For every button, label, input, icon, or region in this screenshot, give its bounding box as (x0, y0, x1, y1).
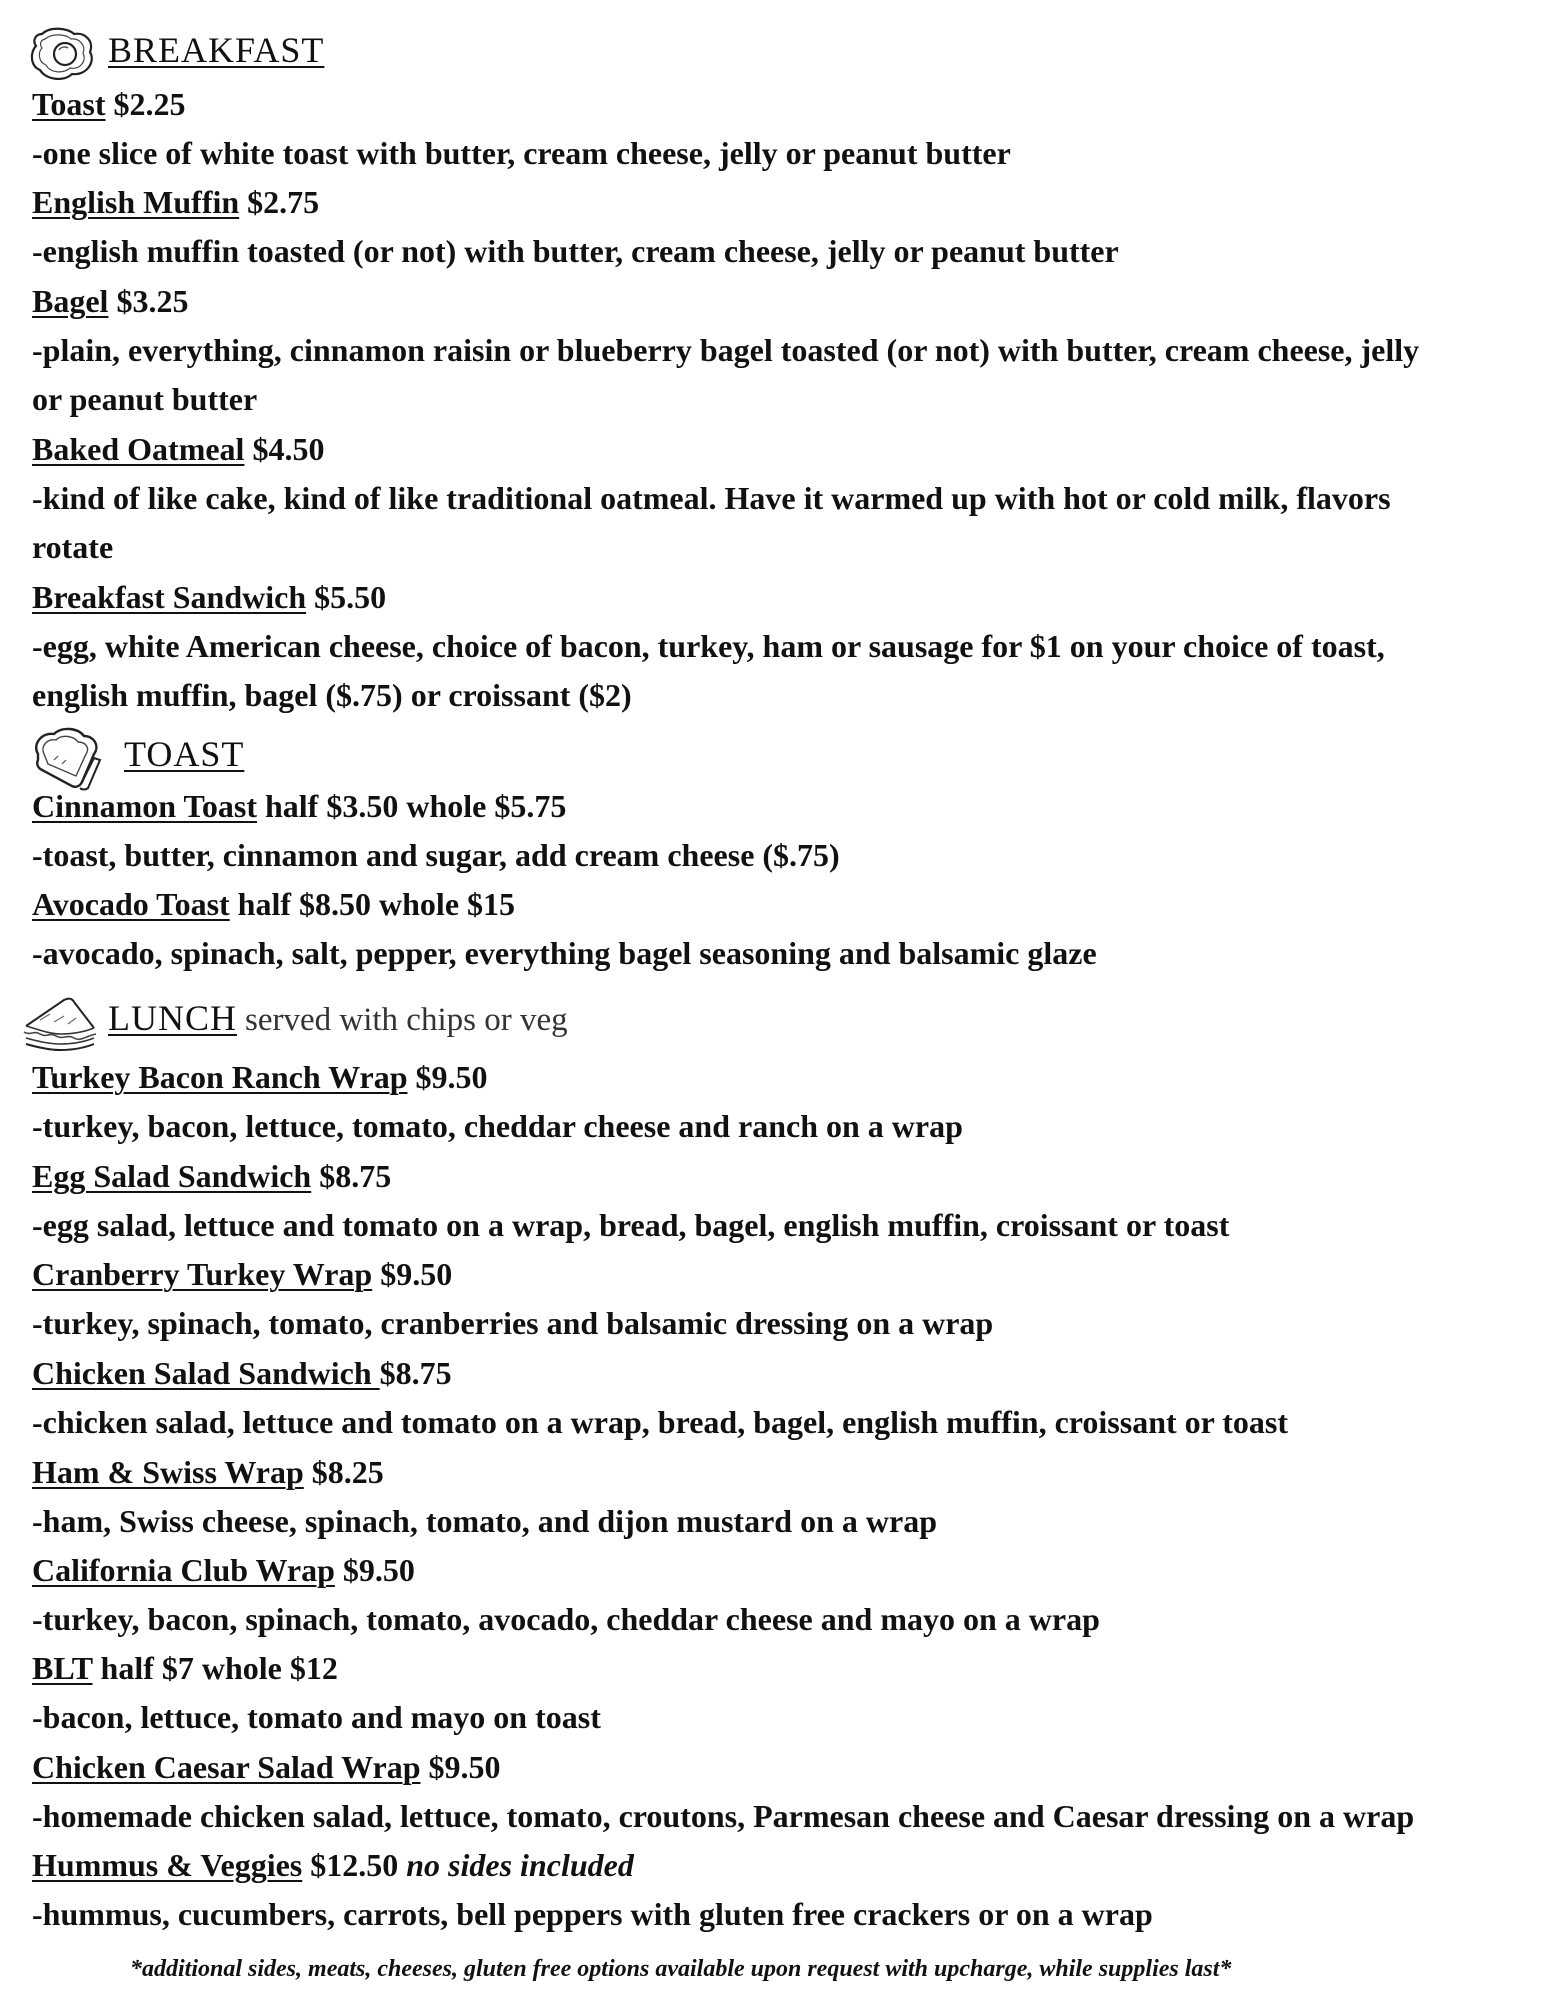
menu-item (32, 84, 186, 124)
item-price: $9.50 (380, 1256, 453, 1292)
item-price: half $7 whole $12 (100, 1650, 338, 1686)
item-price: half $8.50 whole $15 (237, 886, 516, 922)
item-description: -homemade chicken salad, lettuce, tomato, croutons, Parmesan cheese and Caesar dressing on a wrap (32, 1798, 1415, 1834)
menu-item (32, 1648, 338, 1688)
item-price: $8.75 (319, 1158, 392, 1194)
item-price: $2.25 (113, 86, 186, 122)
item-name: Breakfast Sandwich (32, 579, 307, 615)
item-name: Ham & Swiss Wrap (32, 1454, 304, 1490)
item-price: $8.75 (379, 1355, 452, 1391)
item-description: -ham, Swiss cheese, spinach, tomato, and dijon mustard on a wrap (32, 1503, 937, 1539)
menu-item (32, 429, 324, 469)
item-name: Hummus & Veggies (32, 1847, 303, 1883)
item-name: Egg Salad Sandwich (32, 1158, 312, 1194)
footnote: *additional sides, meats, cheeses, gluten free options available upon request with upcharge, while supplies last* (130, 1956, 1232, 1982)
item-price: $9.50 (415, 1059, 488, 1095)
toast-section-title: TOAST (124, 734, 245, 774)
item-name: Toast (32, 86, 106, 122)
menu-item (32, 577, 386, 617)
item-price: $9.50 (428, 1749, 501, 1785)
item-description: -english muffin toasted (or not) with butter, cream cheese, jelly or peanut butter (32, 233, 1119, 269)
menu-item (32, 1254, 452, 1294)
lunch-section-title: LUNCH (108, 998, 237, 1038)
item-name: Chicken Caesar Salad Wrap (32, 1749, 421, 1785)
menu-item (32, 1452, 384, 1492)
item-description: -toast, butter, cinnamon and sugar, add cream cheese ($.75) (32, 837, 840, 873)
item-note: no sides included (406, 1847, 634, 1883)
item-price: $12.50 (310, 1847, 399, 1883)
item-name: BLT (32, 1650, 93, 1686)
item-price: $5.50 (314, 579, 387, 615)
toast-slice-icon (28, 724, 108, 794)
item-name: Cinnamon Toast (32, 788, 257, 824)
item-description: -avocado, spinach, salt, pepper, everything bagel seasoning and balsamic glaze (32, 935, 1097, 971)
item-price: $9.50 (342, 1552, 415, 1588)
item-description: -egg salad, lettuce and tomato on a wrap, bread, bagel, english muffin, croissant or toast (32, 1207, 1230, 1243)
item-description: -bacon, lettuce, tomato and mayo on toast (32, 1699, 601, 1735)
item-description-cont: rotate (32, 529, 114, 565)
menu-item (32, 1156, 391, 1196)
item-name: Chicken Salad Sandwich (32, 1355, 380, 1391)
sandwich-icon (20, 992, 100, 1052)
item-description: -turkey, bacon, lettuce, tomato, cheddar cheese and ranch on a wrap (32, 1108, 963, 1144)
menu-item (32, 884, 515, 924)
item-name: California Club Wrap (32, 1552, 335, 1588)
item-description: -egg, white American cheese, choice of bacon, turkey, ham or sausage for $1 on your choice of toast, (32, 628, 1385, 664)
lunch-section-header (108, 998, 568, 1040)
item-price: $8.25 (311, 1454, 384, 1490)
item-name: Avocado Toast (32, 886, 230, 922)
item-name: Baked Oatmeal (32, 431, 245, 467)
item-name: English Muffin (32, 184, 240, 220)
item-description: -plain, everything, cinnamon raisin or blueberry bagel toasted (or not) with butter, cream cheese, jelly (32, 332, 1420, 368)
item-description: -turkey, bacon, spinach, tomato, avocado, cheddar cheese and mayo on a wrap (32, 1601, 1100, 1637)
item-description: -chicken salad, lettuce and tomato on a wrap, bread, bagel, english muffin, croissant or toast (32, 1404, 1289, 1440)
menu-item (32, 1057, 488, 1097)
menu-item (32, 1845, 634, 1885)
lunch-section-subtitle: served with chips or veg (245, 1002, 568, 1038)
item-name: Cranberry Turkey Wrap (32, 1256, 373, 1292)
breakfast-section-title: BREAKFAST (108, 30, 325, 70)
menu-item (32, 786, 566, 826)
item-name: Turkey Bacon Ranch Wrap (32, 1059, 408, 1095)
item-description: -hummus, cucumbers, carrots, bell peppers with gluten free crackers or on a wrap (32, 1896, 1153, 1932)
item-description-cont: or peanut butter (32, 381, 258, 417)
menu-item (32, 1747, 501, 1787)
item-description-cont: english muffin, bagel ($.75) or croissant ($2) (32, 677, 632, 713)
item-price: half $3.50 whole $5.75 (264, 788, 567, 824)
menu-item (32, 281, 188, 321)
menu-item (32, 1550, 415, 1590)
item-description: -turkey, spinach, tomato, cranberries and balsamic dressing on a wrap (32, 1305, 994, 1341)
item-price: $4.50 (252, 431, 325, 467)
item-description: -kind of like cake, kind of like traditional oatmeal. Have it warmed up with hot or cold milk, flavors (32, 480, 1391, 516)
item-price: $2.75 (247, 184, 320, 220)
item-name: Bagel (32, 283, 109, 319)
fried-egg-icon (28, 24, 98, 82)
menu-item (32, 1353, 452, 1393)
menu-item (32, 182, 319, 222)
item-description: -one slice of white toast with butter, cream cheese, jelly or peanut butter (32, 135, 1011, 171)
item-price: $3.25 (116, 283, 189, 319)
